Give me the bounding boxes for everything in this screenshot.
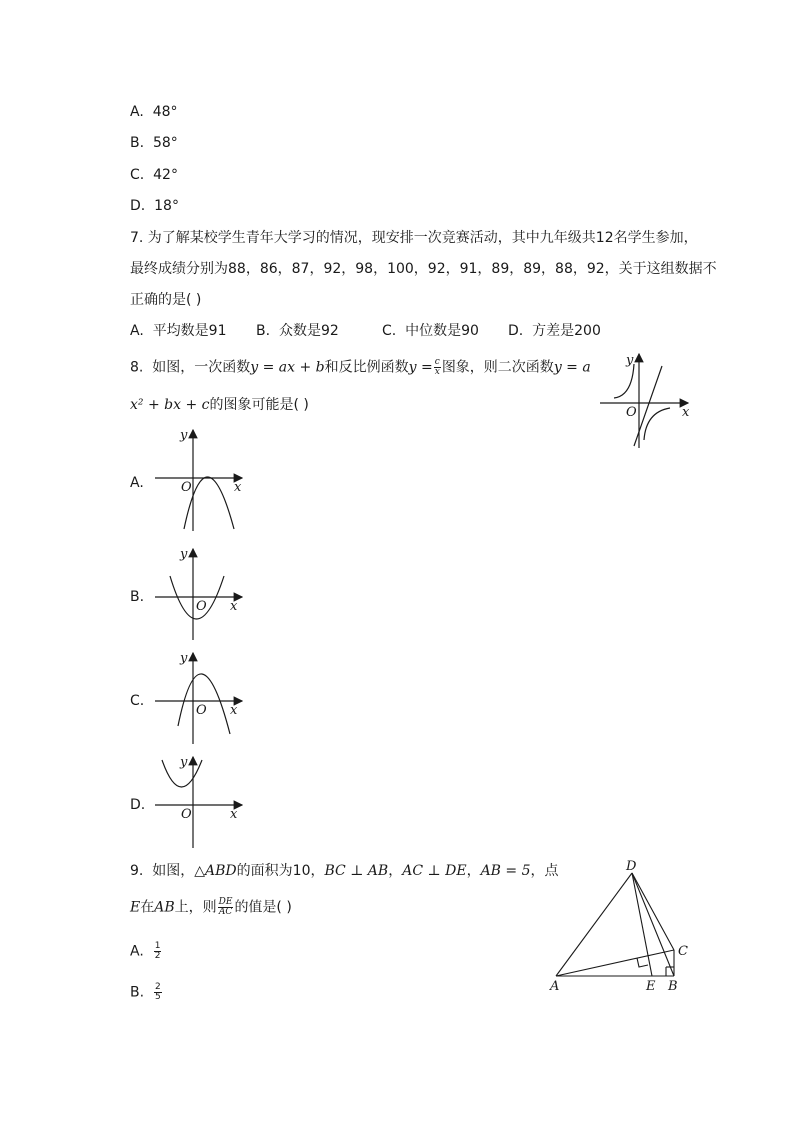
q8-a-x-label: x — [234, 480, 242, 495]
q8-option-a-graph — [150, 425, 250, 535]
q8-b-x-label: x — [230, 599, 238, 614]
q8-a-o-label: O — [181, 480, 192, 495]
q7-line-2: 最终成绩分别为88，86，87，92，98，100，92，91，89，89，88，92，关于这组数据不 — [130, 261, 717, 277]
q9-triangle-figure — [546, 860, 696, 995]
q8-option-a-letter: A. — [130, 475, 144, 491]
q8-reference-figure — [596, 350, 696, 450]
q6-option-b: B. 58° — [130, 135, 178, 151]
q8-ref-x-label: x — [682, 405, 690, 420]
q7-line-3: 正确的是( ) — [130, 292, 202, 308]
q9-label-d: D — [626, 859, 637, 874]
q7-option-b: B. 众数是92 — [256, 323, 339, 339]
q9-label-e: E — [646, 979, 656, 994]
q6-option-c: C. 42° — [130, 167, 178, 183]
q9-fraction: $\frac{DE}{AC}$ — [218, 897, 233, 917]
q9-label-b: B — [668, 979, 678, 994]
q9-label-c: C — [678, 944, 688, 959]
q9-label-a: A — [550, 979, 560, 994]
q9-stem-line-2: E在AB上，则 $\frac{DE}{AC}$ 的值是( ) — [130, 897, 292, 917]
q9-option-b: B. $\frac{2}{5}$ — [130, 982, 161, 1002]
q8-option-c-letter: C. — [130, 693, 145, 709]
q6-option-d: D. 18° — [130, 198, 179, 214]
q9-option-a: A. $\frac{1}{2}$ — [130, 941, 161, 961]
q7-line-1: 7. 为了解某校学生青年大学习的情况，现安排一次竞赛活动，其中九年级共12名学生参加， — [130, 230, 698, 246]
q8-option-d-graph — [150, 752, 250, 852]
q8-d-y-label: y — [180, 755, 188, 770]
q8-c-x-label: x — [230, 703, 238, 718]
q8-b-o-label: O — [196, 599, 207, 614]
q8-stem-line-1: 8. 如图，一次函数y = ax + b和反比例函数y = $\frac{c}{x}$ 图象，则二次函数y = a — [130, 357, 591, 377]
q8-option-d-letter: D. — [130, 797, 146, 813]
q8-d-x-label: x — [230, 807, 238, 822]
q8-ref-o-label: O — [626, 405, 637, 420]
q8-ref-y-label: y — [626, 353, 634, 368]
q6-option-a: A. 48° — [130, 104, 178, 120]
q8-d-o-label: O — [181, 807, 192, 822]
q7-option-d: D. 方差是200 — [508, 323, 601, 339]
q8-stem-line-2: x² + bx + c的图象可能是( ) — [130, 397, 309, 413]
q8-b-y-label: y — [180, 547, 188, 562]
q8-option-b-graph — [150, 544, 250, 644]
q8-fraction: $\frac{c}{x}$ — [434, 357, 440, 377]
q8-option-b-letter: B. — [130, 589, 145, 605]
q8-c-o-label: O — [196, 703, 207, 718]
q7-option-a: A. 平均数是91 — [130, 323, 227, 339]
q9-stem-line-1: 9. 如图，△ABD的面积为10，BC ⊥ AB，AC ⊥ DE，AB = 5，点 — [130, 863, 559, 879]
q8-a-y-label: y — [180, 428, 188, 443]
q7-option-c: C. 中位数是90 — [382, 323, 479, 339]
q8-option-c-graph — [150, 648, 250, 748]
q8-c-y-label: y — [180, 651, 188, 666]
